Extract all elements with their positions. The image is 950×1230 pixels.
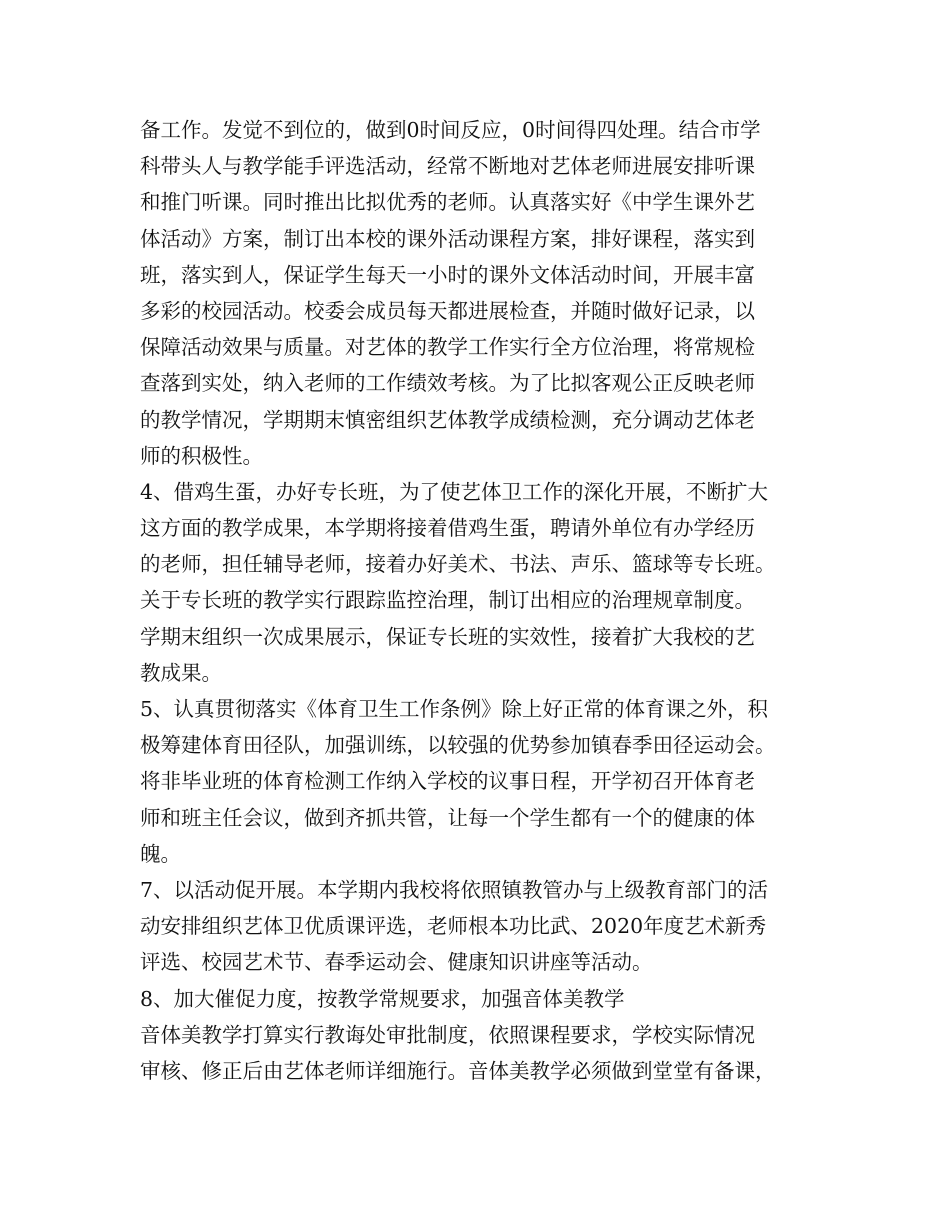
text-line: 保障活动效果与质量。对艺体的教学工作实行全方位治理，将常规检 xyxy=(140,335,755,360)
text-line: 教成果。 xyxy=(140,660,222,685)
text-line: 的教学情况，学期期末慎密组织艺体教学成绩检测，充分调动艺体老 xyxy=(140,407,755,432)
text-line: 查落到实处，纳入老师的工作绩效考核。为了比拟客观公正反映老师 xyxy=(140,371,755,396)
text-line: 备工作。发觉不到位的，做到0时间反应，0时间得四处理。结合市学 xyxy=(140,118,761,142)
text-line: 8、加大催促力度，按教学常规要求，加强音体美教学 xyxy=(140,986,625,1011)
text-line: 多彩的校园活动。校委会成员每天都进展检查，并随时做好记录，以 xyxy=(140,298,755,323)
text-line: 7、以活动促开展。本学期内我校将依照镇教管办与上级教育部门的活 xyxy=(140,877,769,902)
text-line: 将非毕业班的体育检测工作纳入学校的议事日程，开学初召开体育老 xyxy=(140,769,755,794)
text-line: 音体美教学打算实行教诲处审批制度，依照课程要求，学校实际情况 xyxy=(140,1022,755,1047)
text-line: 师和班主任会议，做到齐抓共管，让每一个学生都有一个的健康的体 xyxy=(140,805,755,830)
text-line: 评选、校园艺术节、春季运动会、健康知识讲座等活动。 xyxy=(140,950,653,975)
text-line: 班，落实到人，保证学生每天一小时的课外文体活动时间，开展丰富 xyxy=(140,262,755,287)
text-line: 和推门听课。同时推出比拟优秀的老师。认真落实好《中学生课外艺 xyxy=(140,190,755,215)
document-body xyxy=(140,112,840,1089)
text-line: 这方面的教学成果，本学期将接着借鸡生蛋，聘请外单位有办学经历 xyxy=(140,516,755,541)
text-line: 学期末组织一次成果展示，保证专长班的实效性，接着扩大我校的艺 xyxy=(140,624,755,649)
text-line: 的老师，担任辅导老师，接着办好美术、书法、声乐、篮球等专长班。 xyxy=(140,552,776,577)
text-line: 体活动》方案，制订出本校的课外活动课程方案，排好课程，落实到 xyxy=(140,226,755,251)
text-line: 关于专长班的教学实行跟踪监控治理，制订出相应的治理规章制度。 xyxy=(140,588,755,613)
text-line: 极筹建体育田径队，加强训练，以较强的优势参加镇春季田径运动会。 xyxy=(140,733,776,758)
text-line: 动安排组织艺体卫优质课评选，老师根本功比武、2020年度艺术新秀 xyxy=(140,914,767,939)
text-line: 魄。 xyxy=(140,841,181,866)
text-line: 师的积极性。 xyxy=(140,443,263,468)
text-line: 审核、修正后由艺体老师详细施行。音体美教学必须做到堂堂有备课， xyxy=(140,1058,776,1083)
text-line: 科带头人与教学能手评选活动，经常不断地对艺体老师进展安排听课 xyxy=(140,154,755,179)
text-line: 4、借鸡生蛋，办好专长班，为了使艺体卫工作的深化开展，不断扩大 xyxy=(140,479,769,504)
text-line: 5、认真贯彻落实《体育卫生工作条例》除上好正常的体育课之外，积 xyxy=(140,697,769,721)
